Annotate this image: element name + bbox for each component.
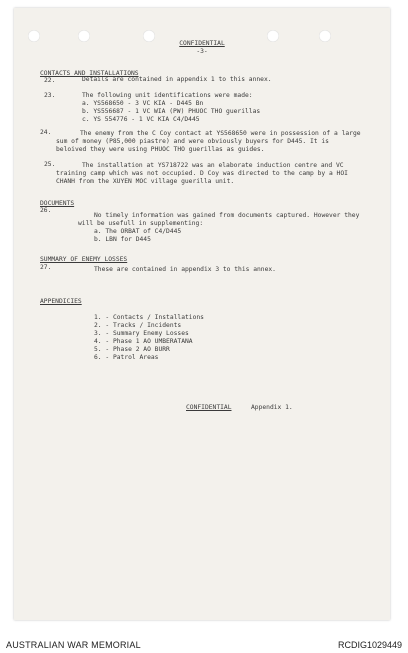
list-item: b. LBN for D445 xyxy=(94,236,151,243)
closing-classification: CONFIDENTIAL xyxy=(186,404,232,411)
page-number: -3- xyxy=(196,48,208,55)
appendix-item: 3. - Summary Enemy Losses xyxy=(94,330,189,337)
para-number: 22. xyxy=(44,77,56,84)
footer-bar xyxy=(0,636,408,653)
para-24-line: sum of money (P85,000 piastre) and were obviously buyers for D445. It is xyxy=(56,138,329,145)
para-26-line: No timely information was gained from documents captured. However they xyxy=(94,212,360,219)
para-23-intro: The following unit identifications were made: xyxy=(82,92,253,99)
footer-institution: AUSTRALIAN WAR MEMORIAL xyxy=(6,640,141,650)
appendix-item: 2. - Tracks / Incidents xyxy=(94,322,182,329)
appendix-item: 6. - Patrol Areas xyxy=(94,354,159,361)
para-number: 23. xyxy=(44,92,56,99)
para-24-line: beloived they were using PHUOC THO guerillas as guides. xyxy=(56,146,265,153)
section-heading-contacts: CONTACTS AND INSTALLATIONS xyxy=(40,70,139,77)
header-classification: CONFIDENTIAL xyxy=(179,40,225,47)
appendix-label: Appendix 1. xyxy=(251,404,293,411)
para-25-line: training camp which was not occupied. D Coy was directed to the camp by a HOI xyxy=(56,170,348,177)
para-25-line: CHANH from the XUYEN MOC village guerilla unit. xyxy=(56,178,235,185)
para-number: 24. xyxy=(40,129,52,136)
para-27-text: These are contained in appendix 3 to this annex. xyxy=(94,266,276,273)
para-25-line: The installation at YS718722 was an elaborate induction centre and VC xyxy=(82,162,344,169)
appendix-item: 1. - Contacts / Installations xyxy=(94,314,204,321)
para-number: 27. xyxy=(40,264,52,271)
section-heading-appendicies: APPENDICIES xyxy=(40,298,82,305)
list-item: a. The ORBAT of C4/D445 xyxy=(94,228,182,235)
document-page xyxy=(14,8,390,620)
footer-reference: RCDIG1029449 xyxy=(337,640,402,650)
section-heading-losses: SUMMARY OF ENEMY LOSSES xyxy=(40,256,128,263)
section-heading-documents: DOCUMENTS xyxy=(40,200,75,207)
list-item: c. YS 554776 - 1 VC KIA C4/D445 xyxy=(82,116,200,123)
para-22-text: Details are contained in appendix 1 to this annex. xyxy=(82,76,272,83)
appendix-item: 5. - Phase 2 AO BURR xyxy=(94,346,170,353)
appendix-item: 4. - Phase 1 AO UMBERATANA xyxy=(94,338,193,345)
list-item: a. YS568650 - 3 VC KIA - D445 Bn xyxy=(82,100,204,107)
para-26-line: will be usefull in supplementing: xyxy=(78,220,204,227)
para-number: 26. xyxy=(40,207,52,214)
para-number: 25. xyxy=(44,161,56,168)
list-item: b. YS556687 - 1 VC WIA (PW) PHUOC THO guerillas xyxy=(82,108,261,115)
para-24-line: The enemy from the C Coy contact at YS568650 were in possession of a large xyxy=(80,130,361,137)
